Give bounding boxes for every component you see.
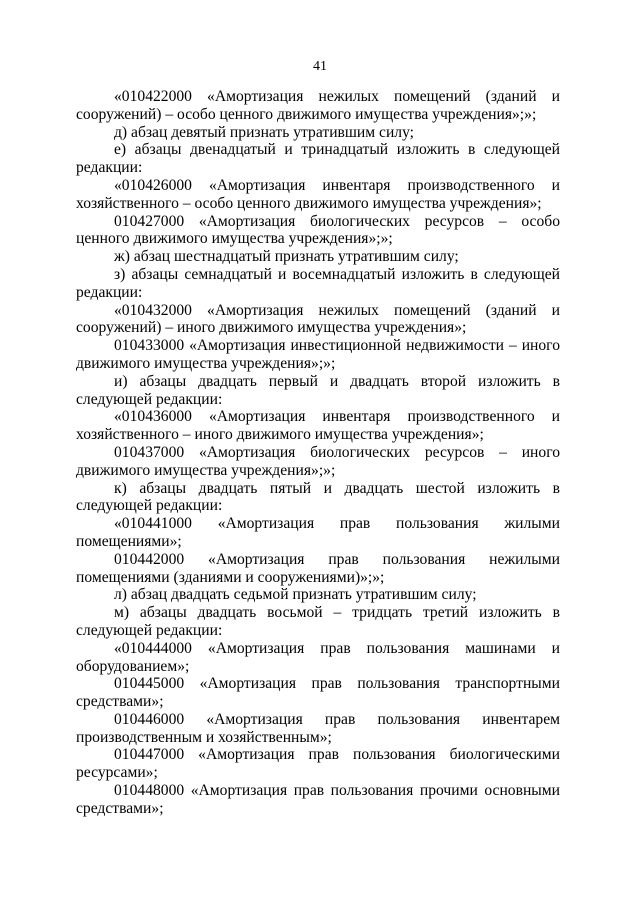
paragraph: «010444000 «Амортизация прав пользования машинами и оборудованием»; — [76, 639, 560, 675]
paragraph: 010447000 «Амортизация прав пользования биологическими ресурсами»; — [76, 746, 560, 782]
paragraph: 010448000 «Амортизация прав пользования прочими основными средствами»; — [76, 782, 560, 817]
paragraph: «010432000 «Амортизация нежилых помещений (зданий и сооружений) – иного движимого имущества учреждения»; — [76, 301, 560, 337]
paragraph: л) абзац двадцать седьмой признать утратившим силу; — [114, 586, 477, 604]
paragraph: ж) абзац шестнадцатый признать утратившим силу; — [114, 248, 459, 266]
paragraph: 010445000 «Амортизация прав пользования транспортными средствами»; — [76, 675, 560, 711]
paragraph: и) абзацы двадцать первый и двадцать второй изложить в следующей редакции: — [76, 372, 560, 408]
paragraph: к) абзацы двадцать пятый и двадцать шестой изложить в следующей редакции: — [76, 479, 560, 515]
document-body — [76, 88, 560, 818]
paragraph: д) абзац девятый признать утратившим силу; — [114, 123, 414, 141]
paragraph: 010433000 «Амортизация инвестиционной недвижимости – иного движимого имущества учреждения»;»; — [76, 337, 560, 372]
paragraph: 010446000 «Амортизация прав пользования инвентарем производственным и хозяйственным»; — [76, 710, 560, 746]
paragraph: 010437000 «Амортизация биологических ресурсов – иного движимого имущества учреждения»;»; — [76, 443, 560, 479]
paragraph: «010441000 «Амортизация прав пользования жилыми помещениями»; — [76, 515, 560, 550]
paragraph: м) абзацы двадцать восьмой – тридцать третий изложить в следующей редакции: — [76, 604, 560, 639]
paragraph: 010427000 «Амортизация биологических ресурсов – особо ценного движимого имущества учреждения»;»; — [76, 212, 560, 248]
paragraph: е) абзацы двенадцатый и тринадцатый изложить в следующей редакции: — [76, 141, 560, 177]
paragraph: «010426000 «Амортизация инвентаря производственного и хозяйственного – особо ценного движимого имущества учреждения»; — [76, 176, 560, 212]
page-number: 41 — [313, 59, 327, 74]
paragraph: «010436000 «Амортизация инвентаря производственного и хозяйственного – иного движимого имущества учреждения»; — [76, 408, 560, 444]
paragraph: 010442000 «Амортизация прав пользования нежилыми помещениями (зданиями и сооружениями)»;»; — [76, 550, 560, 586]
paragraph: з) абзацы семнадцатый и восемнадцатый изложить в следующей редакции: — [76, 265, 560, 301]
paragraph: «010422000 «Амортизация нежилых помещений (зданий и сооружений) – особо ценного движимого имущества учреждения»;»; — [76, 88, 560, 123]
